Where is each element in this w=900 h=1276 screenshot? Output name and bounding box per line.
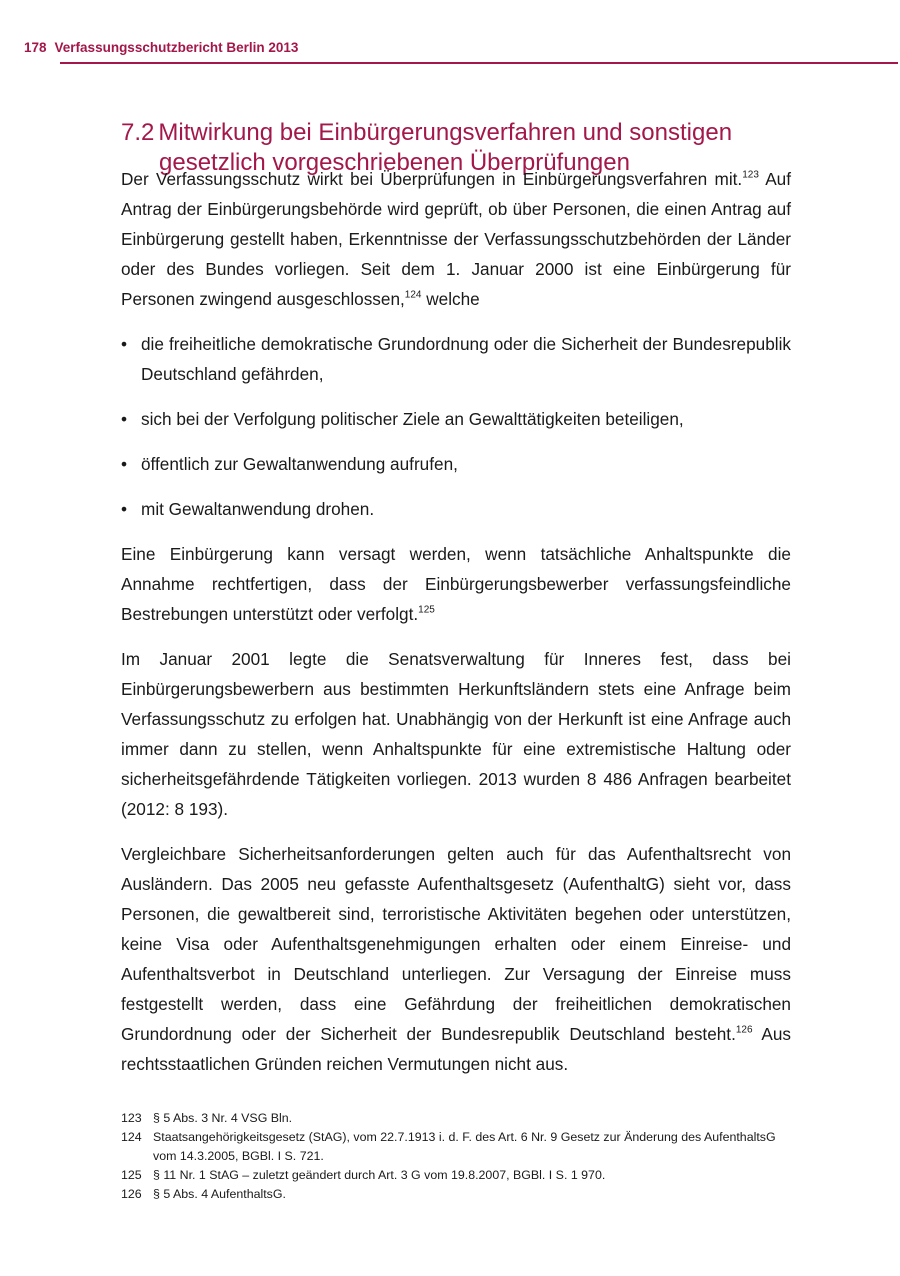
footnote-text: § 11 Nr. 1 StAG – zuletzt geändert durch Art. 3 G vom 19.8.2007, BGBl. I S. 1 970. xyxy=(153,1168,606,1182)
page-number: 178 xyxy=(24,40,47,55)
footnote-number: 125 xyxy=(121,1168,142,1182)
exclusion-criteria-list xyxy=(121,329,791,524)
footnote-ref-126: 126 xyxy=(735,1024,753,1036)
footnote-text: § 5 Abs. 3 Nr. 4 VSG Bln. xyxy=(153,1111,293,1125)
footnote xyxy=(121,1166,801,1185)
denial-paragraph: Eine Einbürgerung kann versagt werden, wenn tatsächliche Anhaltspunkte die Annahme rechtfertigen, dass der Einbürgerungsbewerber verfassungsfeindliche Bestrebungen unterstützt oder verfolgt.$^{125}$ xyxy=(121,544,791,624)
section-title-line1: Mitwirkung bei Einbürgerungsverfahren und sonstigen xyxy=(158,118,733,146)
header-rule xyxy=(60,62,898,64)
footnote-text: Staatsangehörigkeitsgesetz (StAG), vom 22.7.1913 i. d. F. des Art. 6 Nr. 9 Gesetz zur Änderung des AufenthaltsG vom 14.3.2005, BGBl. I S. 721. xyxy=(153,1130,776,1163)
inquiry-paragraph: Im Januar 2001 legte die Senatsverwaltung für Inneres fest, dass bei Einbürgerungsbewerbern aus bestimmten Herkunftsländern stets eine Anfrage beim Verfassungsschutz zu erfolgen hat. Unabhängig von der Herkunft ist eine Anfrage auch immer dann zu stellen, wenn Anhaltspunkte für eine extremistische Haltung oder sicherheitsgefährdende Tätigkeiten vorliegen. 2013 wurden 8 486 Anfragen bearbeitet (2012: 8 193). xyxy=(121,649,791,819)
section-title-line2: gesetzlich vorgeschriebenen Überprüfungen xyxy=(159,148,630,176)
footnote xyxy=(121,1109,801,1128)
bullet-icon: • xyxy=(121,409,128,429)
footnote xyxy=(121,1128,801,1166)
footnote-number: 124 xyxy=(121,1130,142,1144)
bullet-icon: • xyxy=(121,454,128,474)
footnotes xyxy=(121,1109,801,1204)
residence-law-paragraph: Vergleichbare Sicherheitsanforderungen gelten auch für das Aufenthaltsrecht von Ausländern. Das 2005 neu gefasste Aufenthaltsgesetz (AufenthaltG) sieht vor, dass Personen, die gewaltbereit sind, terroristische Aktivitäten begehen oder unterstützen, keine Visa oder Aufenthaltsgenehmigungen erhalten oder einem Einreise- und Aufenthaltsverbot in Deutschland unterliegen. Zur Versagung der Einreise muss festgestellt werden, dass eine Gefährdung der freiheitlichen demokratischen Grundordnung oder der Sicherheit der Bundesrepublik Deutschland besteht.$^{126}$ Aus rechtsstaatlichen Gründen reichen Vermutungen nicht aus. xyxy=(121,844,791,1074)
footnote xyxy=(121,1185,801,1204)
footnote-text: § 5 Abs. 4 AufenthaltsG. xyxy=(153,1187,286,1201)
intro-paragraph: Der Verfassungsschutz wirkt bei Überprüfungen in Einbürgerungsverfahren mit.$^{123}$ Auf Antrag der Einbürgerungsbehörde wird geprüft, ob über Personen, die einen Antrag auf Einbürgerung gestellt haben, Erkenntnisse der Verfassungsschutzbehörden der Länder oder des Bundes vorliegen. Seit dem 1. Januar 2000 ist eine Einbürgerung für Personen zwingend ausgeschlossen,$^{124}$ welche xyxy=(121,169,792,309)
list-item: • sich bei der Verfolgung politischer Ziele an Gewalttätigkeiten beteiligen, xyxy=(121,404,791,434)
bullet-icon: • xyxy=(121,499,128,519)
running-header xyxy=(24,40,898,55)
footnote-ref-123: 123 xyxy=(742,169,759,181)
footnote-ref-124: 124 xyxy=(404,289,422,301)
list-item: • mit Gewaltanwendung drohen. xyxy=(121,494,791,524)
running-title: Verfassungsschutzbericht Berlin 2013 xyxy=(54,40,299,55)
list-item: • die freiheitliche demokratische Grundordnung oder die Sicherheit der Bundesrepublik Deutschland gefährden, xyxy=(121,329,791,389)
bullet-icon: • xyxy=(121,334,128,354)
list-item: • öffentlich zur Gewaltanwendung aufrufen, xyxy=(121,449,791,479)
footnote-ref-125: 125 xyxy=(418,604,435,616)
section-number: 7.2 xyxy=(121,118,155,146)
body-text xyxy=(121,164,791,1094)
footnote-number: 123 xyxy=(121,1111,142,1125)
footnote-number: 126 xyxy=(121,1187,142,1201)
